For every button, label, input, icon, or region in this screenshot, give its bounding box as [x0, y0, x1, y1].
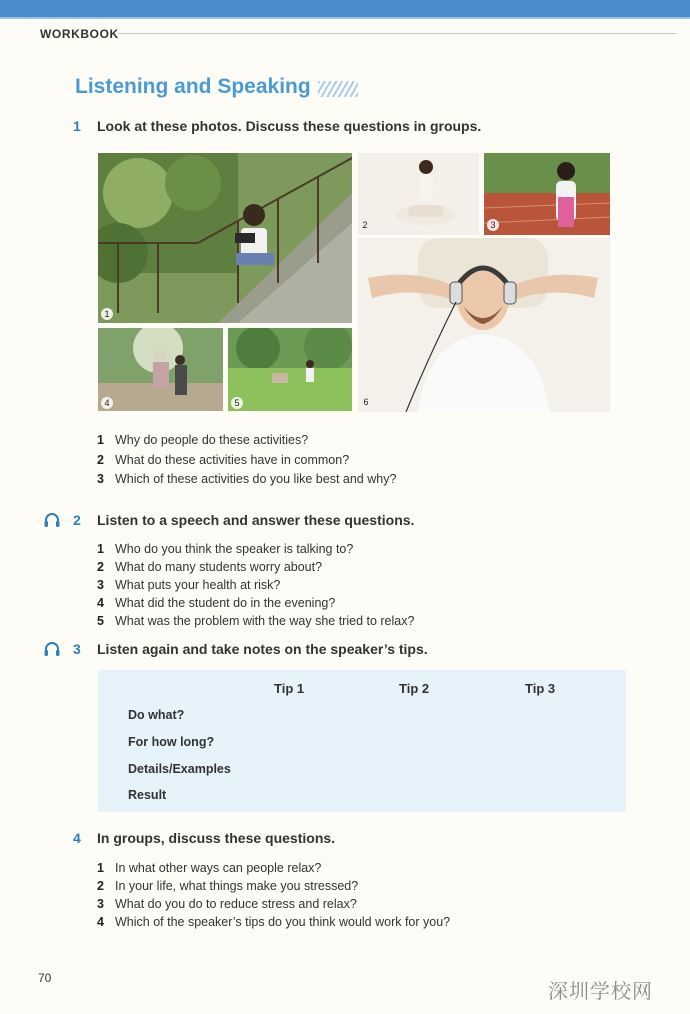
- notes-table: [98, 670, 626, 812]
- photo-kids-park: [228, 328, 352, 411]
- photo-boy-reading-image: [98, 153, 352, 323]
- headphones-icon: [43, 640, 61, 658]
- ex2-question-1: 1 Who do you think the speaker is talking to?: [97, 542, 354, 556]
- top-color-bar: [0, 0, 690, 17]
- ex2-question-4: 4 What did the student do in the evening?: [97, 596, 336, 610]
- photo-park-image: [228, 328, 352, 411]
- photo-boy-reading: [98, 153, 352, 323]
- title-hatch-decoration: [318, 81, 358, 97]
- photo-number-2: 2: [362, 220, 368, 230]
- photo-number-4: 4: [101, 397, 113, 409]
- ex2-question-3: 3 What puts your health at risk?: [97, 578, 281, 592]
- ex4-instruction: In groups, discuss these questions.: [97, 830, 336, 846]
- photo-meditation: [358, 153, 479, 235]
- workbook-label: WORKBOOK: [40, 27, 119, 41]
- photo-runner-drinking: [484, 153, 610, 235]
- ex1-question-3: 3 Which of these activities do you like best and why?: [97, 472, 397, 486]
- photo-number-6: 6: [363, 397, 369, 407]
- ex4-question-4: 4 Which of the speaker’s tips do you think would work for you?: [97, 915, 451, 929]
- row-details-examples: Details/Examples: [128, 762, 231, 776]
- photo-runner-image: [484, 153, 610, 235]
- ex2-number: 2: [73, 512, 81, 528]
- photo-meditation-image: [358, 153, 479, 235]
- ex1-number: 1: [73, 118, 81, 134]
- top-bar-shade: [0, 17, 690, 19]
- ex3-instruction: Listen again and take notes on the speaker’s tips.: [97, 641, 428, 657]
- row-result: Result: [128, 788, 167, 802]
- column-tip-1: Tip 1: [274, 681, 305, 696]
- ex4-question-3: 3 What do you do to reduce stress and relax?: [97, 897, 357, 911]
- ex1-instruction: Look at these photos. Discuss these questions in groups.: [97, 118, 482, 134]
- headphones-icon: [43, 511, 61, 529]
- ex2-question-2: 2 What do many students worry about?: [97, 560, 323, 574]
- page-number: 70: [38, 971, 52, 985]
- photo-headphones-image: [358, 238, 610, 412]
- ex4-number: 4: [73, 830, 81, 846]
- watermark: 深圳学校网: [548, 979, 653, 1003]
- ex3-number: 3: [73, 641, 81, 657]
- photo-elderly-image: [98, 328, 223, 411]
- photo-number-1: 1: [101, 308, 113, 320]
- ex4-question-1: 1 In what other ways can people relax?: [97, 861, 322, 875]
- photo-number-3: 3: [487, 219, 499, 231]
- ex2-question-5: 5 What was the problem with the way she tried to relax?: [97, 614, 415, 628]
- section-title: Listening and Speaking: [75, 75, 311, 98]
- ex1-question-2: 2 What do these activities have in common?: [97, 453, 350, 467]
- row-do-what: Do what?: [128, 708, 185, 722]
- photo-number-5: 5: [231, 397, 243, 409]
- ex4-question-2: 2 In your life, what things make you stressed?: [97, 879, 359, 893]
- row-for-how-long: For how long?: [128, 735, 215, 749]
- column-tip-3: Tip 3: [525, 681, 556, 696]
- column-tip-2: Tip 2: [399, 681, 430, 696]
- ex2-instruction: Listen to a speech and answer these questions.: [97, 512, 415, 528]
- photo-elderly-dancing: [98, 328, 223, 411]
- photo-man-headphones: [358, 238, 610, 412]
- header-rule: [118, 33, 676, 34]
- ex1-question-1: 1 Why do people do these activities?: [97, 433, 309, 447]
